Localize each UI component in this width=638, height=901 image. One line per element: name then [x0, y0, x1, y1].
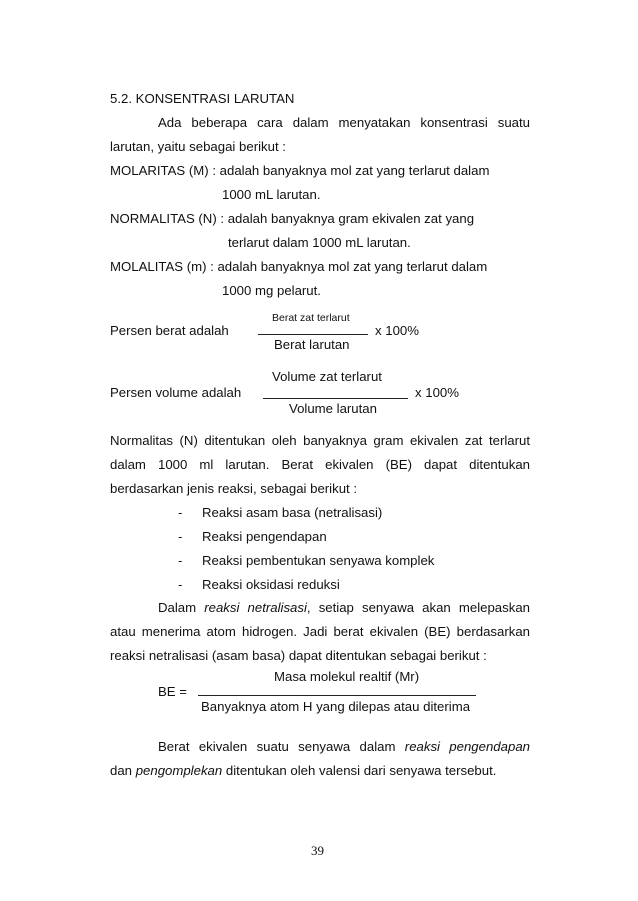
persen-berat-label: Persen berat adalah [110, 323, 229, 338]
normalitas-definition: NORMALITAS (N) : adalah banyaknya gram ekivalen zat yang [110, 211, 475, 226]
be-denominator: Banyaknya atom H yang dilepas atau diterima [201, 699, 471, 714]
be-numerator: Masa molekul realtif (Mr) [274, 669, 420, 684]
normalitas-paragraph-line-3: berdasarkan jenis reaksi, sebagai berikut : [110, 481, 358, 496]
normalitas-definition-cont: terlarut dalam 1000 mL larutan. [228, 235, 411, 250]
normalitas-paragraph-line-2: dalam 1000 ml larutan. Berat ekivalen (BE) dapat ditentukan [110, 457, 530, 472]
netralisasi-line-1-pre: Dalam [158, 600, 197, 615]
list-bullet: - [178, 505, 183, 520]
page-number: 39 [311, 843, 324, 858]
section-heading: 5.2. KONSENTRASI LARUTAN [110, 91, 295, 106]
netralisasi-paragraph-line-1 [158, 600, 530, 616]
be-fraction-bar [198, 695, 476, 696]
netralisasi-paragraph-line-2: atau menerima atom hidrogen. Jadi berat ekivalen (BE) berdasarkan [110, 624, 530, 639]
list-item: Reaksi pengendapan [202, 529, 327, 544]
list-item: Reaksi pembentukan senyawa komplek [202, 553, 435, 568]
intro-line-1: Ada beberapa cara dalam menyatakan konsentrasi suatu [158, 115, 530, 130]
list-item: Reaksi oksidasi reduksi [202, 577, 340, 592]
persen-berat-multiplier: x 100% [375, 323, 419, 338]
persen-berat-fraction-bar [258, 334, 368, 335]
list-bullet: - [178, 577, 183, 592]
persen-volume-label: Persen volume adalah [110, 385, 242, 400]
netralisasi-line-1-italic: reaksi netralisasi [204, 600, 307, 615]
netralisasi-line-1-post: , setiap senyawa akan melepaskan [306, 600, 530, 615]
persen-berat-denominator: Berat larutan [274, 337, 350, 352]
molaritas-definition: MOLARITAS (M) : adalah banyaknya mol zat yang terlarut dalam [110, 163, 490, 178]
molaritas-definition-cont: 1000 mL larutan. [222, 187, 321, 202]
final-line-2-italic: pengomplekan [135, 763, 223, 778]
netralisasi-paragraph-line-3: reaksi netralisasi (asam basa) dapat ditentukan sebagai berikut : [110, 648, 487, 663]
be-lhs: BE = [158, 684, 187, 699]
final-paragraph-line-2 [110, 763, 496, 779]
list-item: Reaksi asam basa (netralisasi) [202, 505, 383, 520]
persen-volume-multiplier: x 100% [415, 385, 459, 400]
list-bullet: - [178, 529, 183, 544]
molalitas-definition-cont: 1000 mg pelarut. [222, 283, 321, 298]
intro-line-2: larutan, yaitu sebagai berikut : [110, 139, 286, 154]
persen-volume-denominator: Volume larutan [289, 401, 377, 416]
normalitas-paragraph-line-1: Normalitas (N) ditentukan oleh banyaknya gram ekivalen zat terlarut [110, 433, 530, 448]
final-line-2-post: ditentukan oleh valensi dari senyawa tersebut. [225, 763, 497, 778]
persen-berat-numerator: Berat zat terlarut [272, 312, 350, 324]
persen-volume-fraction-bar [263, 398, 408, 399]
final-paragraph-line-1 [158, 739, 530, 755]
list-bullet: - [178, 553, 183, 568]
molalitas-definition: MOLALITAS (m) : adalah banyaknya mol zat yang terlarut dalam [110, 259, 488, 274]
final-line-1-italic: reaksi pengendapan [404, 739, 530, 754]
final-line-1-pre: Berat ekivalen suatu senyawa dalam [158, 739, 396, 754]
persen-volume-numerator: Volume zat terlarut [272, 369, 382, 384]
final-line-2-pre: dan [110, 763, 133, 778]
